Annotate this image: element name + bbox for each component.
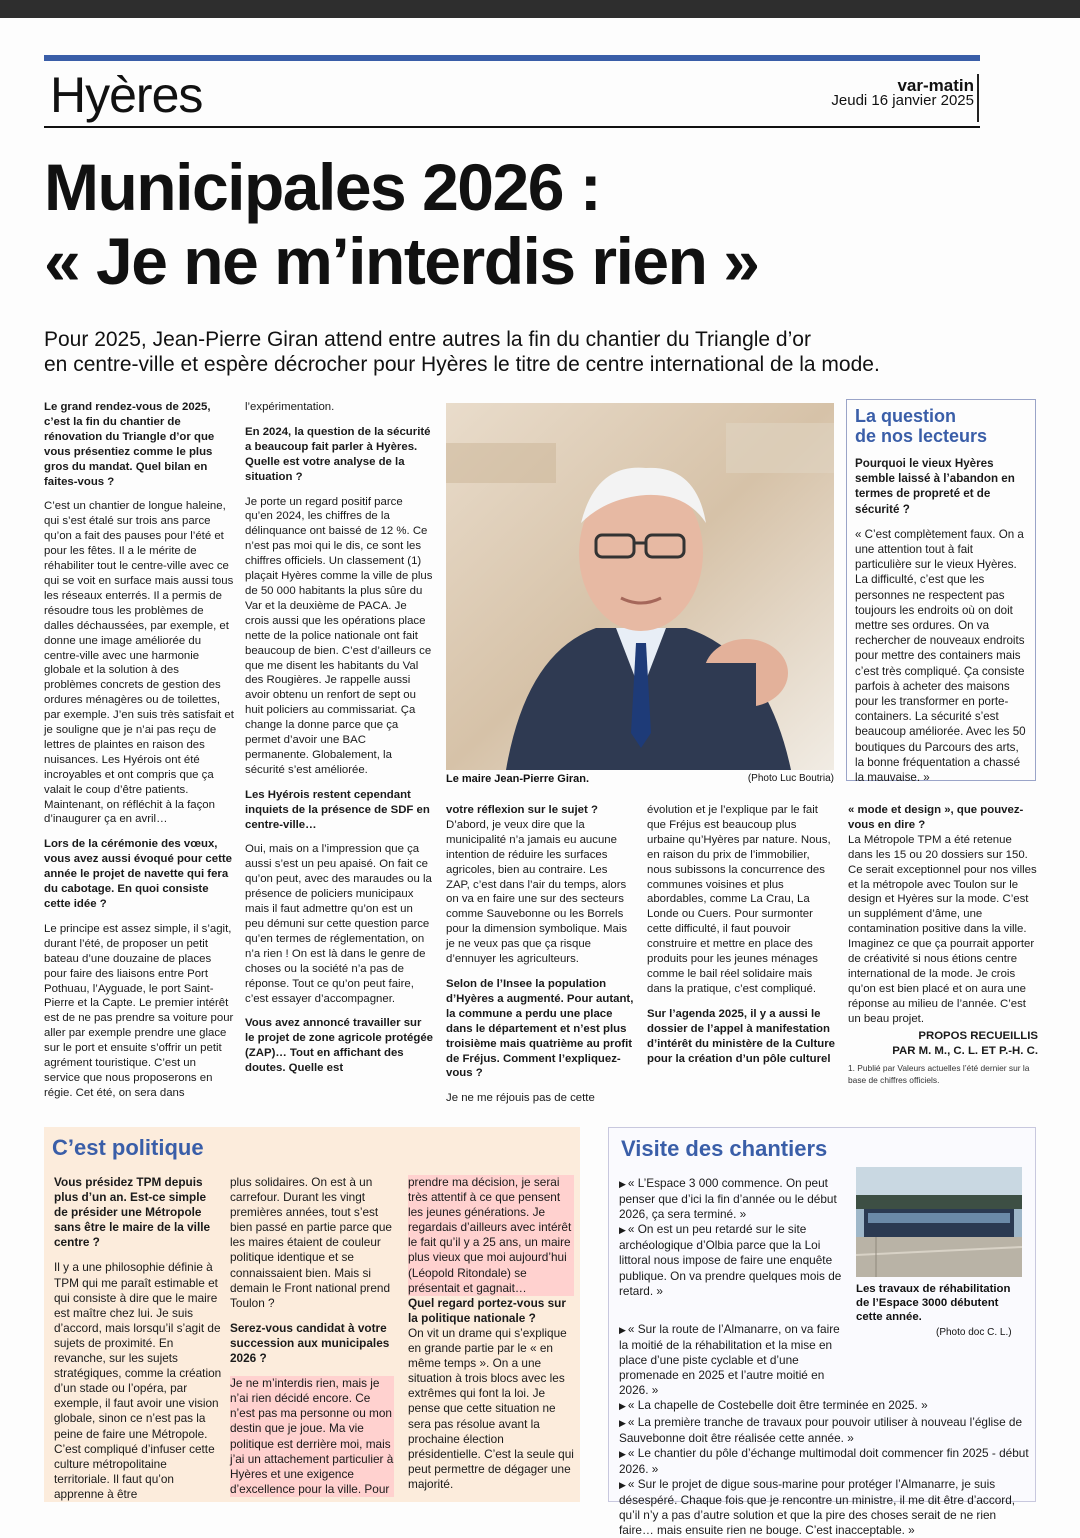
top-bar — [0, 0, 1080, 18]
interview-question: « mode et design », que pouvez-vous en dire ? — [848, 804, 1024, 831]
espace-3000-caption: Les travaux de réhabilitation de l’Espace 3000 débutent cette année. — [856, 1283, 1011, 1323]
interview-answer: La Métropole TPM a été retenue dans les 15 ou 20 dossiers sur 150. Ce serait exceptionnel pour nos villes et la métropole avec Toulon sur le design et Hyères sur la mode. C’est un supplément d’âme, une contamination positive dans la ville. Imaginez ce que ça pourrait apporter de créativité si nous étions centre international de la mode. Je crois qu’on est bien placé et on aura une réponse au milieu de l’année. C’est un beau projet. — [848, 833, 1037, 1025]
interview-answer: D’abord, je veux dire que la municipalité n’a jamais eu aucune intention de réduire les surfaces agricoles, bien au contraire. Les ZAP, c’est dans l’air du temps, alors on va en faire une sur des secteurs comme Sauvebonne ou les Borrels pour la dimension symbolique. Mais je ne veux pas que ça risque d’ennuyer les agriculteurs. — [446, 818, 628, 966]
interview-answer: l’expérimentation. — [245, 401, 335, 413]
politique-answer: Il y a une philosophie définie à TPM qui me paraît estimable et qui consiste à dire que le maire est maître chez lui. Je suis d’accord, mais lorsqu’il s’agit de sujets de proximité. En revanche, sur les sujets stratégiques, comme la création d’un stade ou l’opéra, par exemple, il faut avoir une vision globale, sinon ce n’est pas la peine de faire une Métropole. C’est compliqué d’infuser cette culture métropolitaine territoriale. Il faut qu’on apprenne à être — [54, 1260, 222, 1501]
triangle-bullet-icon: ▶ — [619, 1448, 626, 1459]
politique-answer-highlighted: prendre ma décision, je serai très attentif à ce que pensent les jeunes générations. Je regardais d’ailleurs avec intérêt le fait qu’il y a 25 ans, un maire plus vieux que moi aujourd’hui (Léopold Ritondale) se présentait et gagnait… — [408, 1175, 574, 1296]
interview-question: Selon de l’Insee la population d’Hyères a augmenté. Pour autant, la commune a perdu une place dans le département et n’est plus troisième mais quatrième au profit de Fréjus. Comment l’expliquez-vous ? — [446, 977, 634, 1080]
article-column-4 — [647, 803, 835, 1113]
interview-question: Sur l’agenda 2025, il y a aussi le dossier de l’appel à manifestation d’intérêt du ministère de la Culture pour la création d’un pôle culturel — [647, 1007, 835, 1065]
interview-answer: Je porte un regard positif parce qu’en 2024, les chiffres de la délinquance ont baissé de 12 %. Ce n’est pas moi qui le dis, ce sont les chiffres officiels. Un classement (1) plaçait Hyères comme la ville de plus de 50 000 habitants la plus sûre du Var et la deuxième de PACA. Je crois aussi que les opérations place nette de la police nationale ont fait beaucoup de bien. C’est d’ailleurs ce que me disent les habitants du Val des Rougières. Je rappelle aussi avoir obtenu un renfort de sept ou huit policiers au commissariat. Ça change la donne parce que ça permet d’avoir une BAC permanente. Globalement, la sécurité s’est améliorée. — [245, 495, 433, 776]
lead-paragraph — [44, 327, 994, 377]
politique-question: Serez-vous candidat à votre succession aux municipales 2026 ? — [230, 1320, 390, 1366]
triangle-bullet-icon: ▶ — [619, 1417, 626, 1428]
reader-title-line-2: de nos lecteurs — [855, 426, 988, 446]
politique-answer-highlighted: Je ne m’interdis rien, mais je n’ai rien décidé encore. Ce n’est pas ma personne ou mon destin que je joue. Ma vie politique est derrière moi, mais j’ai un attachement particulier à Hyères et une exigence d’excellence pour la ville. Pour — [230, 1376, 394, 1496]
espace-3000-photo — [856, 1167, 1022, 1277]
politique-column-1 — [54, 1175, 222, 1501]
reader-answer: « C’est complètement faux. On a une attention tout à fait particulière sur le vieux Hyères. La difficulté, c’est que les personnes ne respectent pas toujours les endroits où on doit mettre ses ordures. On va rechercher de nouveaux endroits pour mettre des containers mais c’est très compliqué. Ça consiste parfois à acheter des maisons pour les transformer en porte-containers. La sécurité s’est beaucoup améliorée. Avec les 50 boutiques du Parcours des arts, la bonne fréquentation a chassé la mauvaise. » — [855, 527, 1026, 785]
interview-answer: Le principe est assez simple, il s’agit, durant l’été, de proposer un petit bateau d’une douzaine de places pour faire des liaisons entre Port Pothuau, l’Ayguade, le port Saint-Pierre et la Capte. Le premier intérêt est de ne pas prendre sa voiture pour aller par exemple prendre une glace sur le port et ensuite s’offrir un petit agrément touristique. C’est un service que nous proposerons en régie. Cet été, on sera dans — [44, 922, 234, 1099]
lead-line-2: en centre-ville et espère décrocher pour Hyères le titre de centre international de la mode. — [44, 353, 880, 376]
headline-line-2: « Je ne m’interdis rien » — [44, 224, 759, 298]
interview-question: Vous avez annoncé travailler sur le projet de zone agricole protégée (ZAP)… Tout en affichant des doutes. Quelle est — [245, 1017, 433, 1075]
chantiers-item: ▶ « On est un peu retardé sur le site archéologique d’Olbia parce que la Loi littoral nous impose de faire une enquête publique. On va prendre quelques mois de retard. » — [619, 1222, 842, 1298]
interview-question: Lors de la cérémonie des vœux, vous avez aussi évoqué pour cette année le projet de navette qui fera du cabotage. En quoi consiste cette idée ? — [44, 838, 233, 910]
espace-3000-credit: (Photo doc C. L.) — [936, 1327, 1012, 1338]
politique-column-3 — [408, 1175, 574, 1497]
headline-line-1: Municipales 2026 : — [44, 150, 601, 224]
article-column-2 — [245, 400, 433, 1112]
mayor-photo — [446, 403, 834, 770]
masthead-rule-blue — [44, 55, 980, 61]
triangle-bullet-icon: ▶ — [619, 1479, 626, 1490]
signature-line-1: PROPOS RECUEILLIS — [918, 1029, 1038, 1042]
chantiers-item: ▶ « Sur la route de l’Almanarre, on va faire la moitié de la réhabilitation et la mise en place d’une piste cyclable et d’une promenade en 2025 et l’autre moitié en 2026. » — [619, 1322, 840, 1398]
mayor-photo-illustration — [446, 403, 834, 770]
masthead-rule — [44, 126, 980, 128]
interview-answer: Oui, mais on a l’impression que ça aussi s’est un peu apaisé. On fait ce qu’on peut, avec des maraudes ou la présence de policiers municipaux mais il faut admettre qu’on est un peu démuni sur cette question parce qu’en termes de réglementation, on n’a rien ! On est là dans le genre de choses ou la société n’a pas de réponse. Tout ce qu’on peut faire, c’est essayer d’accompagner. — [245, 843, 432, 1005]
reader-box-body — [855, 456, 1027, 785]
signature-line-2: PAR M. M., C. L. ET P.-H. C. — [892, 1044, 1038, 1057]
chantiers-item: ▶ « Sur le projet de digue sous-marine pour protéger l’Almanarre, je suis désespéré. Chaque fois que je rencontre un ministre, il me dit être d’accord, qu’il n’y a pas d’autre solution et que la pire des choses serait de ne rien faire… mais ensuite rien ne bouge. C’est inacceptable. » — [619, 1476, 1016, 1538]
interview-question: Les Hyérois restent cependant inquiets de la présence de SDF en centre-ville… — [245, 788, 430, 831]
reader-question-box — [846, 399, 1036, 785]
headline — [44, 150, 984, 298]
interview-question: En 2024, la question de la sécurité a beaucoup fait parler à Hyères. Quelle est votre analyse de la situation ? — [245, 425, 431, 483]
interview-question: Le grand rendez-vous de 2025, c’est la fin du chantier de rénovation du Triangle d’or que vous présentiez comme le plus gros du mandat. Quel bilan en faites-vous ? — [44, 401, 215, 488]
interview-answer: Je ne me réjouis pas de cette — [446, 1092, 595, 1105]
chantiers-title: Visite des chantiers — [621, 1136, 828, 1161]
chantiers-item: ▶ « L’Espace 3 000 commence. On peut penser que d’ici la fin d’année ou le début 2026, ça sera terminé. » — [619, 1176, 837, 1222]
chantiers-item: ▶ « Le chantier du pôle d’échange multimodal doit commencer fin 2025 - début 2026. » — [619, 1445, 1029, 1476]
interview-question: votre réflexion sur le sujet ? — [446, 804, 598, 816]
politique-question: Quel regard portez-vous sur la politique nationale ? — [408, 1295, 566, 1325]
chantiers-list-bottom — [619, 1322, 1029, 1538]
paper-name: var-matin — [897, 76, 974, 95]
footnote: 1. Publié par Valeurs actuelles l’été dernier sur la base de chiffres officiels. — [848, 1063, 1030, 1086]
triangle-bullet-icon: ▶ — [619, 1179, 626, 1189]
reader-question: Pourquoi le vieux Hyères semble laissé à l’abandon en termes de propreté et de sécurité ? — [855, 457, 1015, 516]
interview-answer: C’est un chantier de longue haleine, qui s’est étalé sur trois ans parce qu’on a fait des pauses pour l’été et pour les fêtes. Il a le mérite de réhabiliter tout le centre-ville avec ce qui se voit en surface mais aussi tous les réseaux enterrés. Il a permis de résoudre tous les problèmes de dalles déchaussées, par exemple, et donne une image améliorée du centre-ville avec une harmonie globale et la solution à des problèmes concrets de gestion des ordures ménagères ou de toilettes, par exemple. J’en suis très satisfait et je souligne que je n’ai pas reçu de lettres de plaintes en raison des nuisances. Les Hyérois ont été incroyables et ont compris que ça valait le coup d’être patients. Maintenant, on réfléchit à la façon d’inaugurer ça en avril… — [44, 500, 234, 826]
triangle-bullet-icon: ▶ — [619, 1325, 626, 1335]
masthead-divider — [977, 74, 979, 122]
reader-box-title — [855, 406, 1027, 446]
photo-caption-text: Le maire Jean-Pierre Giran. — [446, 773, 590, 785]
paper-date: Jeudi 16 janvier 2025 — [831, 92, 974, 109]
chantiers-item: ▶ « La chapelle de Costebelle doit être terminée en 2025. » — [619, 1398, 928, 1413]
politique-answer: plus solidaires. On est à un carrefour. Durant les vingt premières années, tout s’est bien passé en partie parce que les maires étaient de couleur politique identique et se connaissaient bien. Mais si demain le Front national prend Toulon ? — [230, 1175, 392, 1310]
triangle-bullet-icon: ▶ — [619, 1401, 626, 1412]
politique-column-2 — [230, 1175, 394, 1497]
politique-title: C’est politique — [52, 1135, 204, 1160]
triangle-bullet-icon: ▶ — [619, 1225, 626, 1236]
reader-title-line-1: La question — [855, 406, 957, 426]
section-name: Hyères — [50, 67, 203, 123]
article-column-1 — [44, 400, 234, 1112]
interview-answer: évolution et je l’explique par le fait que Fréjus est beaucoup plus urbaine qu’Hyères par nature. Nous, en raison du prix de l’immobilier, nous subissons la concurrence des communes voisines et plus abordables, comme La Crau, La Londe ou Cuers. Pour surmonter cette difficulté, il faut pouvoir construire et mettre en place des produits pour les jeunes ménages comme le bail réel solidaire mais dans la pratique, c’est compliqué. — [647, 804, 831, 995]
politique-box — [44, 1127, 580, 1502]
politique-question: Vous présidez TPM depuis plus d’un an. Est-ce simple de présider une Métropole sans être le maire de la ville centre ? — [54, 1175, 211, 1250]
photo-caption — [446, 773, 834, 785]
chantiers-list-top — [619, 1176, 851, 1320]
lead-line-1: Pour 2025, Jean-Pierre Giran attend entre autres la fin du chantier du Triangle d’or — [44, 328, 811, 351]
photo-credit: (Photo Luc Boutria) — [747, 773, 834, 784]
politique-answer: On vit un drame qui s’explique en grande partie par le « en même temps ». On a une situation à trois blocs avec les extrêmes qui font la loi. Je pense que cette situation ne sera pas résolue avant la prochaine élection présidentielle. C’est la seule qui peut permettre de dégager une majorité. — [408, 1325, 574, 1491]
chantiers-item: ▶ « La première tranche de travaux pour pouvoir utiliser à nouveau l’église de Sauvebonne doit être réalisée cette année. » — [619, 1414, 1023, 1445]
article-column-5 — [848, 803, 1038, 1113]
espace-3000-illustration — [856, 1167, 1022, 1277]
article-column-3 — [446, 803, 634, 1113]
